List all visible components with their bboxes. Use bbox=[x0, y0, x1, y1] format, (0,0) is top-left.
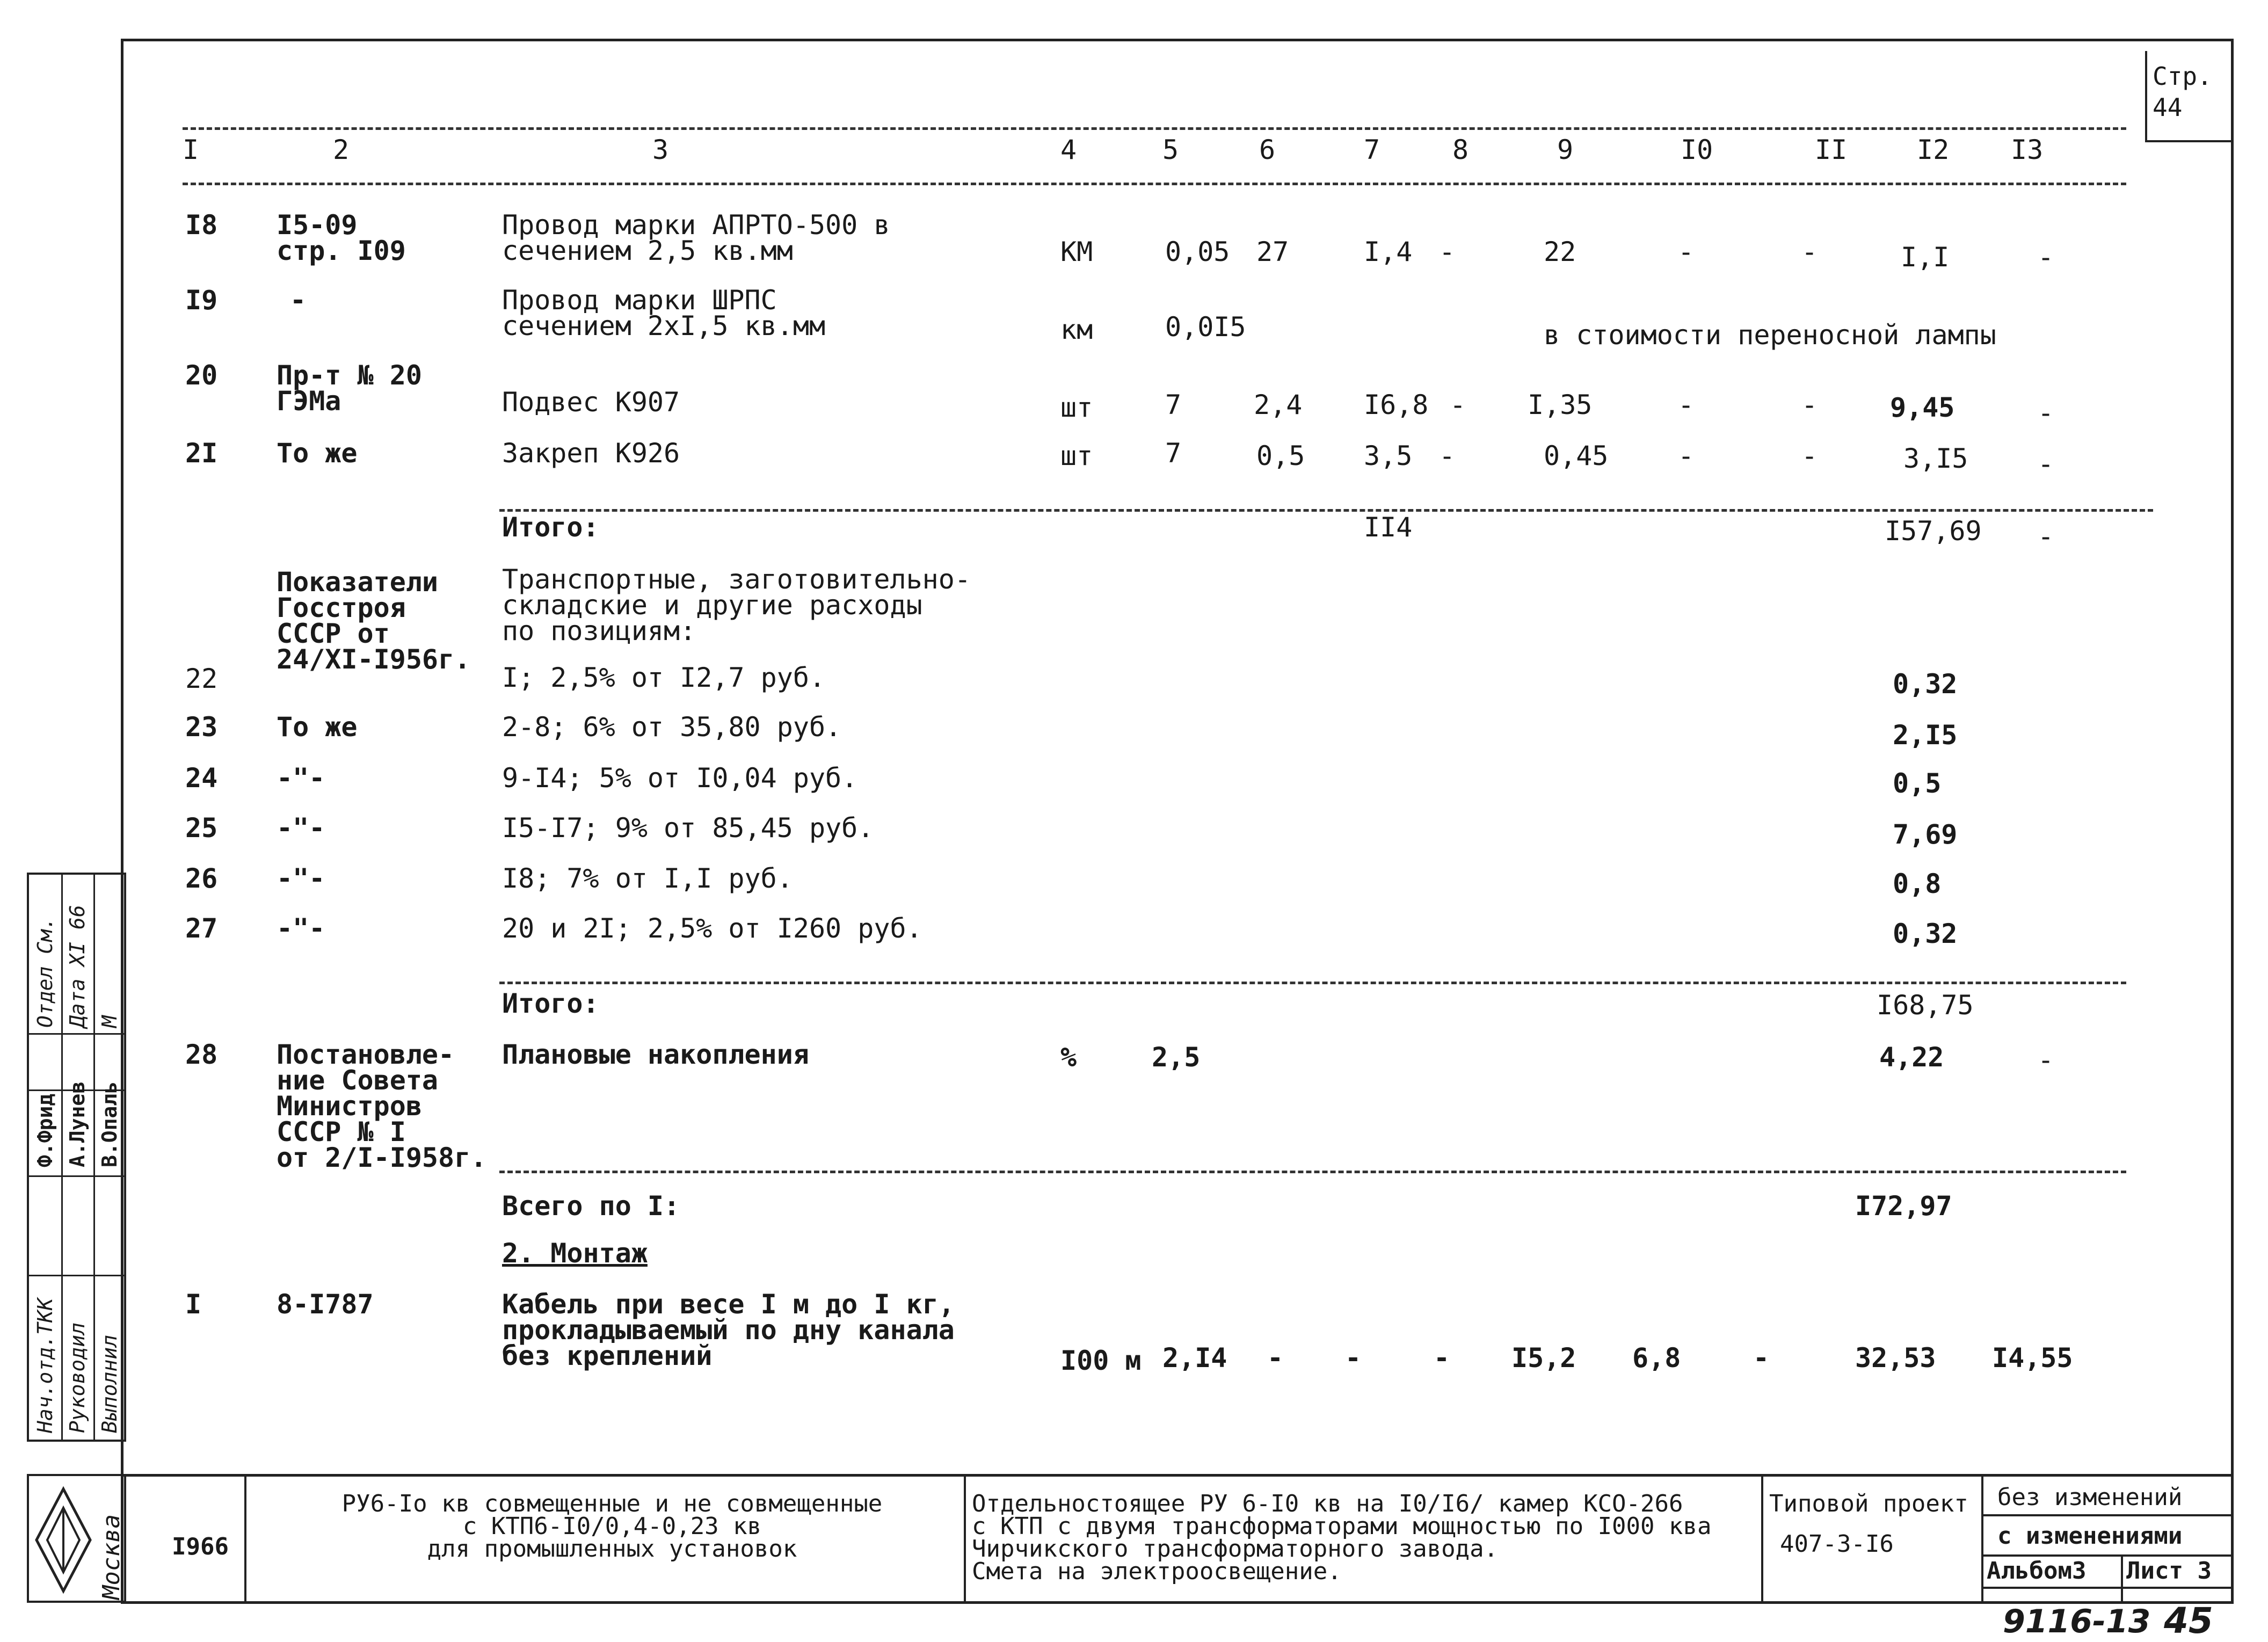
row-ref: Постановле- ние Совета Министров СССР № I от 2/I-I958г. bbox=[277, 1039, 487, 1173]
stamp-name-1: Ф.Фрид bbox=[33, 1093, 57, 1167]
subtotal2-c12: I68,75 bbox=[1877, 990, 1974, 1021]
header-bottom-rule bbox=[183, 183, 2126, 185]
organization-logo bbox=[27, 1474, 126, 1603]
row-ref: То же bbox=[277, 438, 358, 469]
row-c5: 2,I4 bbox=[1162, 1342, 1227, 1374]
row-c13: - bbox=[2038, 397, 2054, 428]
row-desc: Провод марки ШРПС сечением 2хI,5 кв.мм bbox=[502, 285, 826, 342]
row-c12: 0,5 bbox=[1893, 768, 1942, 799]
handwritten-page: 45 bbox=[2164, 1600, 2213, 1641]
row-desc: I8; 7% от I,I руб. bbox=[502, 863, 793, 894]
row-c5: 2,5 bbox=[1152, 1042, 1201, 1073]
tb-year: I966 bbox=[172, 1533, 229, 1560]
row-number: 25 bbox=[185, 812, 218, 844]
tb-with-changes: с изменениями bbox=[1997, 1522, 2183, 1550]
row-ref: 8-I787 bbox=[277, 1289, 374, 1320]
row-number: 28 bbox=[185, 1039, 218, 1070]
row-c13: - bbox=[2038, 448, 2054, 479]
row-c13: - bbox=[2038, 1044, 2054, 1076]
stamp-role-1: Нач.отд.ТКК bbox=[33, 1298, 57, 1433]
row-c6: 2,4 bbox=[1254, 389, 1303, 420]
row-c9: 0,45 bbox=[1544, 440, 1609, 471]
row-c11: - bbox=[1801, 389, 1818, 420]
indicators-desc: Транспортные, заготовительно- складские и другие расходы по позициям: bbox=[502, 564, 971, 646]
stamp-name-2: А.Лунев bbox=[66, 1081, 89, 1167]
row-c7: I,4 bbox=[1364, 236, 1413, 267]
row-desc: Плановые накопления bbox=[502, 1039, 809, 1070]
tb-project-label: Типовой проект bbox=[1769, 1490, 1968, 1517]
col-header-7: 7 bbox=[1364, 134, 1380, 165]
total-c12: I72,97 bbox=[1855, 1190, 1952, 1222]
row-c5: 7 bbox=[1165, 389, 1182, 420]
row-number: I bbox=[185, 1289, 202, 1320]
row-ref: - bbox=[290, 285, 307, 316]
stamp-extra: М bbox=[98, 1015, 121, 1028]
col-header-5: 5 bbox=[1162, 134, 1179, 165]
row-number: 23 bbox=[185, 711, 218, 743]
row-unit: шт bbox=[1060, 440, 1093, 471]
row-desc: Закреп К926 bbox=[502, 438, 680, 469]
row-c10: 6,8 bbox=[1632, 1342, 1681, 1374]
row-c13: - bbox=[2038, 242, 2054, 273]
row-ref: -"- bbox=[277, 913, 325, 944]
col-header-12: I2 bbox=[1917, 134, 1950, 165]
tb-sheet: Лист 3 bbox=[2126, 1557, 2212, 1585]
row-unit: I00 м bbox=[1060, 1345, 1142, 1376]
row-number: 26 bbox=[185, 863, 218, 894]
subtotal2-label: Итого: bbox=[502, 988, 599, 1019]
total-rule bbox=[499, 1171, 2126, 1173]
subtotal-label: Итого: bbox=[502, 512, 599, 543]
row-c10: - bbox=[1678, 389, 1695, 420]
row-number: I8 bbox=[185, 209, 218, 241]
row-ref: Пр-т № 20 ГЭМа bbox=[277, 360, 422, 417]
row-c7: - bbox=[1345, 1342, 1362, 1374]
stamp-name-3: В.Опаль bbox=[98, 1081, 121, 1167]
row-desc: Подвес К907 bbox=[502, 387, 680, 418]
row-number: 22 bbox=[185, 663, 218, 694]
row-desc: 2-8; 6% от 35,80 руб. bbox=[502, 711, 842, 743]
subtotal-rule bbox=[499, 509, 2153, 512]
row-c12: 32,53 bbox=[1855, 1342, 1936, 1374]
row-c8: - bbox=[1434, 1342, 1450, 1374]
row-ref: -"- bbox=[277, 812, 325, 844]
row-c8: - bbox=[1450, 389, 1466, 420]
col-header-2: 2 bbox=[333, 134, 350, 165]
row-c5: 0,0I5 bbox=[1165, 311, 1246, 343]
subtotal-c7: II4 bbox=[1364, 512, 1413, 543]
row-unit: % bbox=[1060, 1042, 1077, 1073]
institute-emblem-icon bbox=[31, 1478, 96, 1602]
row-c8: - bbox=[1439, 236, 1456, 267]
row-c9: 22 bbox=[1544, 236, 1576, 267]
tb-no-changes: без изменений bbox=[1997, 1484, 2183, 1511]
row-c12: 9,45 bbox=[1890, 392, 1955, 423]
row-c12: I,I bbox=[1901, 242, 1950, 273]
subtotal2-rule bbox=[499, 982, 2126, 984]
row-number: 24 bbox=[185, 762, 218, 794]
row-c12: 0,32 bbox=[1893, 669, 1958, 700]
row-c5: 7 bbox=[1165, 438, 1182, 469]
section-title: 2. Монтаж bbox=[502, 1238, 648, 1269]
row-unit: шт bbox=[1060, 392, 1093, 423]
page-label: Стр. bbox=[2153, 62, 2212, 91]
tb-title: РУ6-Iо кв совмещенные и не совмещенные с КТП6-I0/0,4-0,23 кв для промышленных установок bbox=[341, 1490, 883, 1563]
row-c12: 0,32 bbox=[1893, 918, 1958, 949]
tb-project-number: 407-3-I6 bbox=[1780, 1530, 1894, 1558]
row-desc: 9-I4; 5% от I0,04 руб. bbox=[502, 762, 858, 794]
row-number: I9 bbox=[185, 285, 218, 316]
row-c7: 3,5 bbox=[1364, 440, 1413, 471]
row-c13: I4,55 bbox=[1992, 1342, 2073, 1374]
col-header-4: 4 bbox=[1060, 134, 1077, 165]
total-label: Всего по I: bbox=[502, 1190, 680, 1222]
stamp-dept: Отдел См. bbox=[33, 917, 57, 1028]
row-ref: I5-09 стр. I09 bbox=[277, 209, 406, 266]
row-ref: То же bbox=[277, 711, 358, 743]
row-c12: 7,69 bbox=[1893, 819, 1958, 850]
row-ref: -"- bbox=[277, 762, 325, 794]
row-desc: I5-I7; 9% от 85,45 руб. bbox=[502, 812, 874, 844]
row-c9: I,35 bbox=[1528, 389, 1593, 420]
page-number-box bbox=[2145, 51, 2231, 142]
stamp-date: Дата XI 66 bbox=[66, 905, 89, 1028]
col-header-3: 3 bbox=[652, 134, 669, 165]
row-ref: -"- bbox=[277, 863, 325, 894]
subtotal-c13: - bbox=[2038, 521, 2054, 552]
header-top-rule bbox=[183, 127, 2126, 130]
row-desc: I; 2,5% от I2,7 руб. bbox=[502, 662, 826, 693]
col-header-9: 9 bbox=[1557, 134, 1574, 165]
row-c10: - bbox=[1678, 440, 1695, 471]
col-header-11: II bbox=[1815, 134, 1848, 165]
logo-city: Москва bbox=[98, 1514, 125, 1600]
row-c11: - bbox=[1753, 1342, 1770, 1374]
row-number: 20 bbox=[185, 360, 218, 391]
title-block bbox=[121, 1474, 2234, 1604]
row-number: 27 bbox=[185, 913, 218, 944]
col-header-8: 8 bbox=[1452, 134, 1469, 165]
row-desc: Кабель при весе I м до I кг, прокладываемый по дну канала без креплений bbox=[502, 1289, 955, 1371]
page-number: 44 bbox=[2153, 93, 2183, 122]
row-c6: - bbox=[1267, 1342, 1284, 1374]
row-c7: I6,8 bbox=[1364, 389, 1429, 420]
row-desc: 20 и 2I; 2,5% от I260 руб. bbox=[502, 913, 922, 944]
row-c12: 4,22 bbox=[1879, 1042, 1944, 1073]
row-c12: 0,8 bbox=[1893, 868, 1942, 899]
row-c12: 2,I5 bbox=[1893, 720, 1958, 751]
row-note: в стоимости переносной лампы bbox=[1544, 319, 1996, 351]
col-header-10: I0 bbox=[1681, 134, 1713, 165]
row-c8: - bbox=[1439, 440, 1456, 471]
stamp-role-3: Выполнил bbox=[98, 1334, 121, 1433]
col-header-13: I3 bbox=[2011, 134, 2044, 165]
row-c10: - bbox=[1678, 236, 1695, 267]
tb-album: Альбом3 bbox=[1987, 1557, 2087, 1585]
signature-stamp bbox=[27, 873, 126, 1442]
row-unit: км bbox=[1060, 314, 1093, 345]
row-c5: 0,05 bbox=[1165, 236, 1230, 267]
stamp-role-2: Руководил bbox=[66, 1323, 89, 1433]
row-c6: 27 bbox=[1256, 236, 1289, 267]
subtotal-c12: I57,69 bbox=[1885, 515, 1982, 547]
row-number: 2I bbox=[185, 438, 218, 469]
handwritten-code: 9116-13 bbox=[2003, 1603, 2151, 1640]
row-c11: - bbox=[1801, 236, 1818, 267]
row-c12: 3,I5 bbox=[1903, 443, 1968, 474]
row-desc: Провод марки АПРТО-500 в сечением 2,5 кв.мм bbox=[502, 209, 890, 266]
col-header-6: 6 bbox=[1259, 134, 1276, 165]
row-c11: - bbox=[1801, 440, 1818, 471]
row-c6: 0,5 bbox=[1256, 440, 1305, 471]
row-unit: КМ bbox=[1060, 236, 1093, 267]
row-c9: I5,2 bbox=[1511, 1342, 1576, 1374]
indicators-ref: Показатели Госстроя СССР от 24/XI-I956г. bbox=[277, 566, 471, 675]
col-header-1: I bbox=[183, 134, 199, 165]
tb-description: Отдельностоящее РУ 6-I0 кв на I0/I6/ камер КСО-266 с КТП с двумя трансформаторами мощностью по I000 ква Чирчикского трансформаторного завода. Смета на электроосвещение. bbox=[972, 1490, 1712, 1585]
